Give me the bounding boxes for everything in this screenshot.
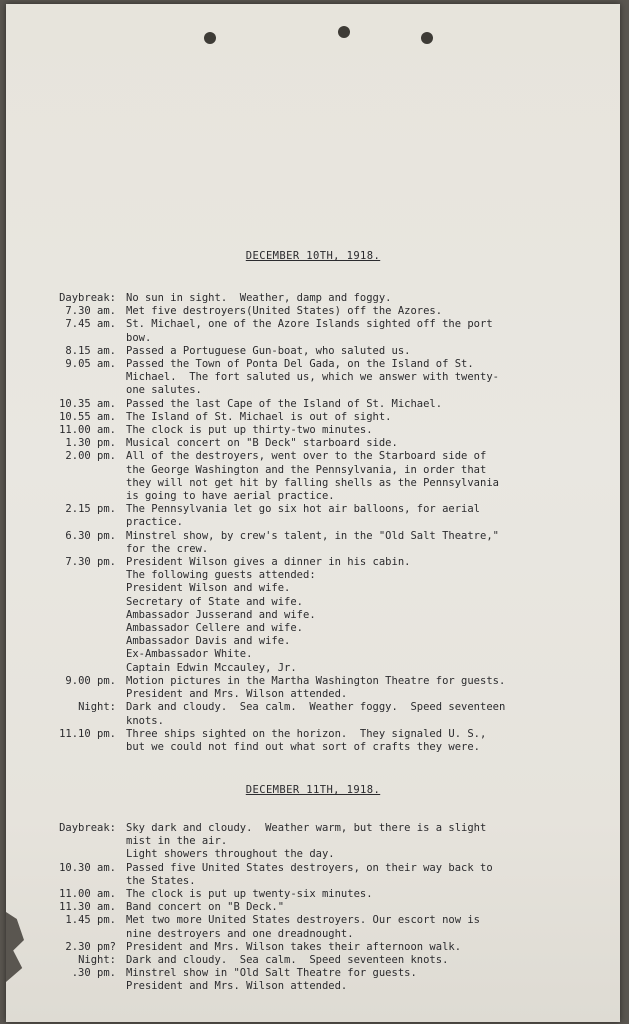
- entry-time: Daybreak:: [59, 292, 116, 304]
- entry-time: 7.30 am.: [65, 305, 116, 318]
- entry-line: Three ships sighted on the horizon. They signaled U. S.,: [126, 727, 487, 740]
- entry-time: 10.55 am.: [59, 410, 116, 423]
- entry-line: Musical concert on "B Deck" starboard side.: [126, 437, 398, 450]
- entry-time: Night:: [78, 954, 116, 967]
- log-entry: [6, 345, 620, 358]
- entry-line: The clock is put up thirty-two minutes.: [126, 424, 373, 437]
- log-entry: [6, 318, 620, 344]
- entry-line: President and Mrs. Wilson attended.: [126, 688, 348, 701]
- log-entry: [6, 398, 620, 411]
- entry-text: [126, 701, 596, 727]
- entry-text: [126, 675, 596, 701]
- entry-text: [126, 424, 596, 437]
- log-entry: [6, 358, 620, 398]
- entry-line: All of the destroyers, went over to the Starboard side of: [126, 450, 487, 463]
- entry-line: mist in the air.: [126, 835, 228, 848]
- entry-list: [6, 822, 620, 994]
- entry-line: Ambassador Jusserand and wife.: [126, 608, 316, 621]
- entry-line: The following guests attended:: [126, 569, 316, 582]
- entry-text: [126, 450, 596, 503]
- entry-text: [126, 398, 596, 411]
- entry-time: 9.00 pm.: [65, 674, 116, 687]
- entry-text: [126, 437, 596, 450]
- log-entry: [6, 503, 620, 529]
- entry-line: is going to have aerial practice.: [126, 490, 335, 503]
- entry-line: Band concert on "B Deck.": [126, 901, 285, 914]
- log-entry: [6, 292, 620, 305]
- entry-line: The clock is put up twenty-six minutes.: [126, 888, 373, 901]
- entry-line: Met two more United States destroyers. Our escort now is: [126, 914, 481, 927]
- entry-line: Passed a Portuguese Gun-boat, who saluted us.: [126, 344, 411, 357]
- log-entry: [6, 967, 620, 993]
- entry-line: Dark and cloudy. Sea calm. Weather foggy. Speed seventeen: [126, 701, 506, 714]
- entry-text: [126, 914, 596, 940]
- log-entry: [6, 675, 620, 701]
- entry-line: Met five destroyers(United States) off the Azores.: [126, 305, 443, 318]
- section-heading: DECEMBER 10TH, 1918.: [245, 250, 381, 262]
- log-entry: [6, 954, 620, 967]
- entry-line: Motion pictures in the Martha Washington Theatre for guests.: [126, 674, 506, 687]
- entry-line: Minstrel show, by crew's talent, in the "Old Salt Theatre,": [126, 529, 499, 542]
- log-entry: [6, 450, 620, 503]
- entry-text: [126, 345, 596, 358]
- entry-line: Passed five United States destroyers, on their way back to: [126, 861, 493, 874]
- entry-time: .30 pm.: [71, 967, 116, 980]
- entry-line: Captain Edwin Mccauley, Jr.: [126, 661, 297, 674]
- entry-text: [126, 901, 596, 914]
- entry-line: Light showers throughout the day.: [126, 848, 335, 861]
- entry-text: [126, 556, 596, 675]
- entry-line: St. Michael, one of the Azore Islands sighted off the port: [126, 318, 493, 331]
- entry-time: 6.30 pm.: [65, 529, 116, 542]
- log-entry: [6, 424, 620, 437]
- entry-text: [126, 728, 596, 754]
- entry-time: 11.30 am.: [59, 901, 116, 914]
- entry-line: President Wilson gives a dinner in his cabin.: [126, 556, 411, 569]
- entry-line: Secretary of State and wife.: [126, 595, 304, 608]
- entry-line: for the crew.: [126, 542, 209, 555]
- log-entry: [6, 822, 620, 862]
- entry-time: 11.10 pm.: [59, 727, 116, 740]
- punch-hole: [421, 32, 433, 44]
- entry-time: 7.30 pm.: [65, 556, 116, 569]
- entry-line: knots.: [126, 714, 164, 727]
- entry-text: [126, 822, 596, 862]
- entry-text: [126, 503, 596, 529]
- log-entry: [6, 941, 620, 954]
- entry-time: 1.30 pm.: [65, 437, 116, 450]
- entry-text: [126, 411, 596, 424]
- entry-time: 9.05 am.: [65, 358, 116, 371]
- document-page: [6, 4, 620, 1022]
- entry-line: nine destroyers and one dreadnought.: [126, 927, 354, 940]
- entry-line: Sky dark and cloudy. Weather warm, but there is a slight: [126, 822, 487, 834]
- entry-line: Ambassador Davis and wife.: [126, 635, 291, 648]
- entry-line: Dark and cloudy. Sea calm. Speed seventeen knots.: [126, 954, 449, 967]
- log-entry: [6, 728, 620, 754]
- punch-hole: [204, 32, 216, 44]
- entry-line: Ambassador Cellere and wife.: [126, 622, 304, 635]
- entry-time: 1.45 pm.: [65, 914, 116, 927]
- punch-hole: [338, 26, 350, 38]
- entry-text: [126, 954, 596, 967]
- log-entry: [6, 888, 620, 901]
- entry-text: [126, 862, 596, 888]
- entry-line: Passed the last Cape of the Island of St. Michael.: [126, 397, 443, 410]
- entry-line: the States.: [126, 874, 196, 887]
- log-entry: [6, 556, 620, 675]
- entry-line: No sun in sight. Weather, damp and foggy.: [126, 292, 392, 304]
- entry-time: 8.15 am.: [65, 344, 116, 357]
- log-entry: [6, 530, 620, 556]
- entry-line: practice.: [126, 516, 183, 529]
- section-heading: DECEMBER 11TH, 1918.: [245, 784, 381, 796]
- entry-line: The Pennsylvania let go six hot air balloons, for aerial: [126, 503, 481, 516]
- entry-line: Michael. The fort saluted us, which we answer with twenty-: [126, 371, 499, 384]
- entry-line: President and Mrs. Wilson takes their afternoon walk.: [126, 940, 462, 953]
- entry-time: 7.45 am.: [65, 318, 116, 331]
- entry-time: 2.30 pm?: [65, 940, 116, 953]
- entry-line: The Island of St. Michael is out of sight.: [126, 410, 392, 423]
- entry-time: 2.00 pm.: [65, 450, 116, 463]
- entry-line: Passed the Town of Ponta Del Gada, on the Island of St.: [126, 358, 474, 371]
- log-entry: [6, 305, 620, 318]
- entry-text: [126, 530, 596, 556]
- entry-line: but we could not find out what sort of crafts they were.: [126, 740, 481, 753]
- entry-line: the George Washington and the Pennsylvania, in order that: [126, 463, 487, 476]
- entry-time: 2.15 pm.: [65, 503, 116, 516]
- log-entry: [6, 901, 620, 914]
- entry-text: [126, 318, 596, 344]
- entry-line: they will not get hit by falling shells as the Pennsylvania: [126, 476, 499, 489]
- entry-time: 11.00 am.: [59, 888, 116, 901]
- entry-time: Daybreak:: [59, 822, 116, 834]
- entry-time: Night:: [78, 701, 116, 714]
- entry-text: [126, 305, 596, 318]
- log-entry: [6, 862, 620, 888]
- entry-text: [126, 358, 596, 398]
- entry-line: Minstrel show in "Old Salt Theatre for guests.: [126, 967, 417, 980]
- entry-line: Ex-Ambassador White.: [126, 648, 253, 661]
- log-entry: [6, 914, 620, 940]
- entry-text: [126, 292, 596, 305]
- entry-line: bow.: [126, 331, 152, 344]
- entry-text: [126, 941, 596, 954]
- entry-text: [126, 888, 596, 901]
- entry-list: [6, 292, 620, 754]
- entry-line: President Wilson and wife.: [126, 582, 291, 595]
- entry-text: [126, 967, 596, 993]
- entry-time: 11.00 am.: [59, 424, 116, 437]
- entry-line: President and Mrs. Wilson attended.: [126, 980, 348, 993]
- log-entry: [6, 437, 620, 450]
- entry-time: 10.30 am.: [59, 861, 116, 874]
- log-entry: [6, 411, 620, 424]
- entry-line: one salutes.: [126, 384, 202, 397]
- log-entry: [6, 701, 620, 727]
- entry-time: 10.35 am.: [59, 397, 116, 410]
